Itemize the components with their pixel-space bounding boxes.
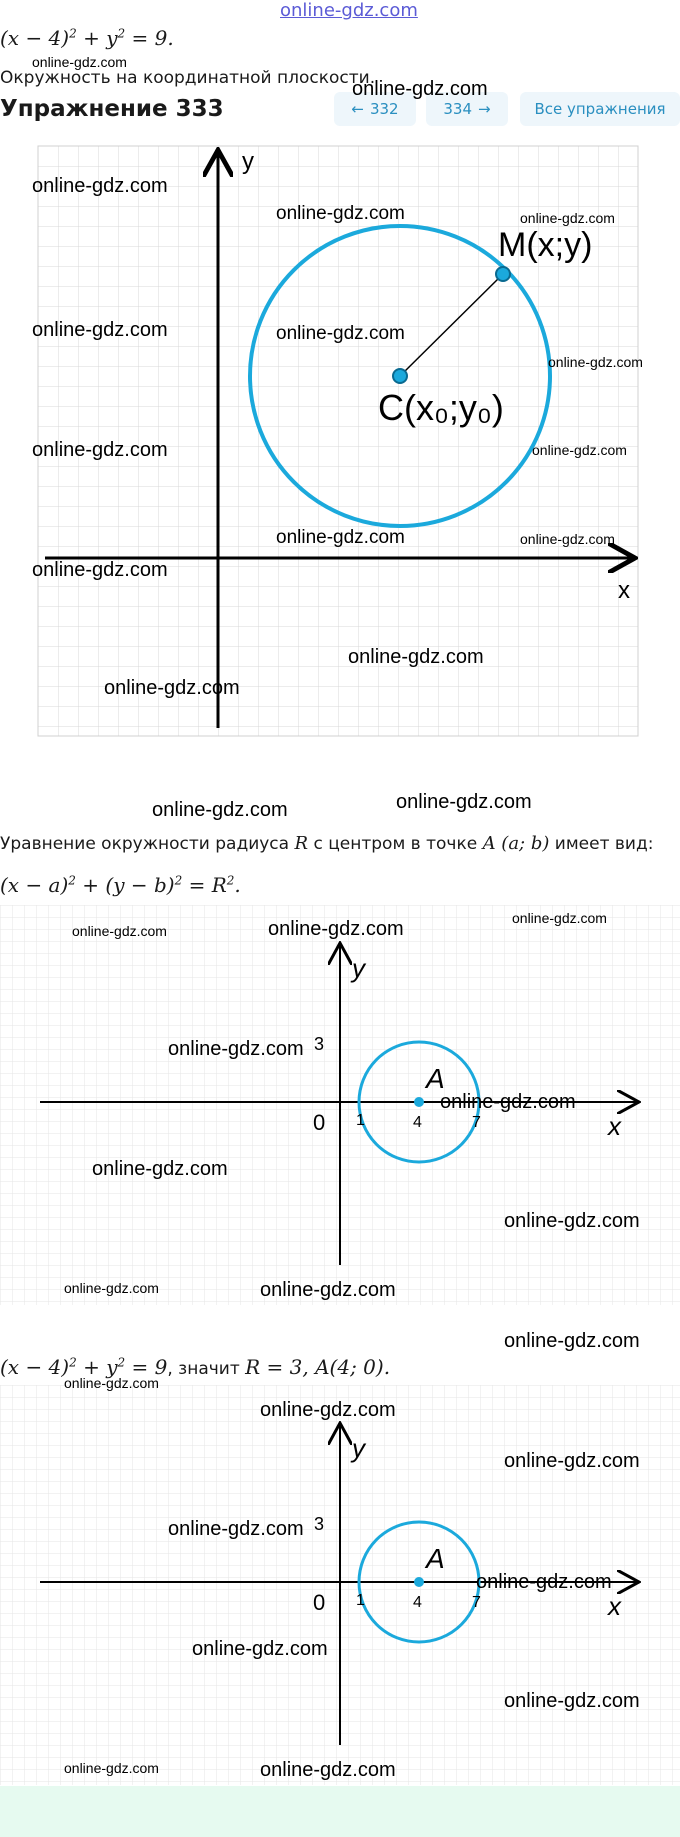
center-label: C(x₀;y₀) [378, 387, 504, 428]
watermark: online-gdz.com [504, 1450, 640, 1472]
conclusion-line: $(x - 4)^2 + y^2 = 9$, значит R = 3, A(4; 0). [0, 1355, 391, 1379]
watermark: online-gdz.com [32, 54, 127, 70]
watermark: online-gdz.com [168, 1518, 304, 1540]
watermark: online-gdz.com [504, 1210, 640, 1232]
y-axis-label: y [242, 148, 254, 175]
watermark: online-gdz.com [192, 1638, 328, 1660]
tick-3-label: 3 [314, 1034, 325, 1054]
watermark: online-gdz.com [476, 1571, 612, 1593]
point-m-label: M(x;y) [498, 226, 593, 264]
watermark: online-gdz.com [268, 918, 404, 940]
watermark: online-gdz.com [504, 1330, 640, 1352]
watermark: online-gdz.com [276, 527, 405, 548]
watermark: online-gdz.com [168, 1038, 304, 1060]
watermark: online-gdz.com [260, 1399, 396, 1421]
tick-1-label: 1 [356, 1592, 365, 1609]
all-exercises-button[interactable] [520, 92, 680, 126]
watermark: online-gdz.com [32, 559, 168, 581]
watermark: online-gdz.com [32, 439, 168, 461]
x-axis-label: x [618, 577, 630, 604]
tick-7-label: 7 [472, 1114, 481, 1131]
point-a [414, 1577, 424, 1587]
center-point [393, 369, 407, 383]
point-m [496, 267, 510, 281]
watermark: online-gdz.com [92, 1158, 228, 1180]
x-axis-label: x [608, 1591, 621, 1621]
watermark: online-gdz.com [32, 319, 168, 341]
watermark: online-gdz.com [532, 442, 627, 458]
watermark: online-gdz.com [512, 910, 607, 926]
watermark: online-gdz.com [504, 1690, 640, 1712]
arrow-right-icon: → [478, 100, 491, 118]
watermark: online-gdz.com [276, 323, 405, 344]
prev-exercise-label: 332 [369, 100, 399, 118]
general-formula: $(x - a)^2 + (y - b)^2 = R^2$. [0, 873, 241, 897]
watermark: online-gdz.com [260, 1279, 396, 1301]
point-a [414, 1097, 424, 1107]
watermark: online-gdz.com [152, 799, 288, 821]
subtitle: Окружность на координатной плоскости. [0, 68, 376, 88]
watermark: online-gdz.com [72, 923, 167, 939]
graph-circle-1 [0, 905, 680, 1305]
watermark: online-gdz.com [64, 1375, 159, 1391]
origin-label: 0 [313, 1590, 326, 1615]
footer-band [0, 1786, 680, 1837]
watermark: online-gdz.com [440, 1091, 576, 1113]
watermark: online-gdz.com [32, 175, 168, 197]
watermark: online-gdz.com [520, 531, 615, 547]
tick-3-label: 3 [314, 1514, 325, 1534]
watermark: online-gdz.com [64, 1760, 159, 1776]
watermark: online-gdz.com [276, 203, 405, 224]
watermark: online-gdz.com [396, 791, 532, 813]
watermark: online-gdz.com [548, 354, 643, 370]
watermark: online-gdz.com [260, 1759, 396, 1781]
tick-1-label: 1 [356, 1112, 365, 1129]
tick-4-label: 4 [413, 1594, 422, 1611]
origin-label: 0 [313, 1110, 326, 1135]
watermark: online-gdz.com [352, 78, 488, 100]
watermark: online-gdz.com [104, 677, 240, 699]
page-title: Упражнение 333 [0, 96, 224, 122]
y-axis-label: y [352, 953, 365, 983]
point-a-label: A [426, 1063, 445, 1094]
site-link[interactable]: online-gdz.com [280, 0, 418, 21]
x-axis-label: x [608, 1111, 621, 1141]
circle-equation-sentence: Уравнение окружности радиуса R с центром в точке A (a; b) имеет вид: [0, 833, 654, 854]
arrow-left-icon: ← [351, 100, 364, 118]
point-a-label: A [426, 1543, 445, 1574]
watermark: online-gdz.com [64, 1280, 159, 1296]
watermark: online-gdz.com [348, 646, 484, 668]
tick-4-label: 4 [413, 1114, 422, 1131]
next-exercise-label: 334 [443, 100, 473, 118]
tick-7-label: 7 [472, 1594, 481, 1611]
top-formula: $(x - 4)^2 + y^2 = 9$. [0, 26, 174, 50]
y-axis-label: y [352, 1433, 365, 1463]
watermark: online-gdz.com [520, 210, 615, 226]
all-exercises-label: Все упражнения [534, 100, 666, 118]
